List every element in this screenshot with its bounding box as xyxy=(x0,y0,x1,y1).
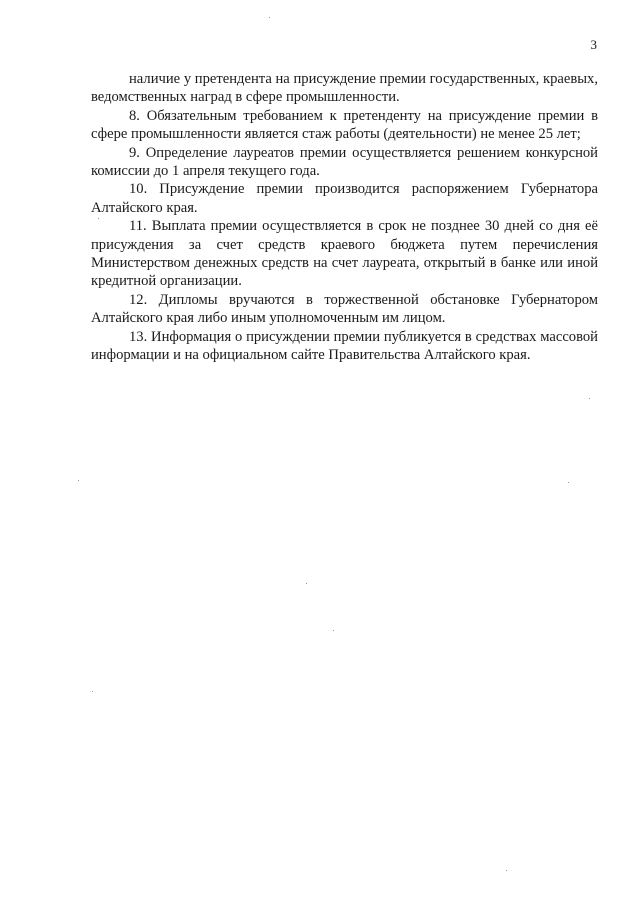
page-number: 3 xyxy=(590,37,597,52)
scan-speck xyxy=(568,482,569,483)
scan-speck xyxy=(98,218,99,219)
scan-speck xyxy=(78,480,79,481)
scan-speck xyxy=(333,630,334,631)
document-body xyxy=(91,70,598,365)
scan-speck xyxy=(506,870,507,871)
scan-speck xyxy=(92,691,93,692)
paragraph-10-award-order: 10. Присуждение премии производится распоряжением Губернатора Алтайского края. xyxy=(91,181,598,216)
paragraph-9-laureate-selection: 9. Определение лауреатов премии осуществляется решением конкурсной комиссии до 1 апреля текущего года. xyxy=(91,144,598,180)
scan-speck xyxy=(306,583,307,584)
paragraph-13-publication: 13. Информация о присуждении премии публикуется в средствах массовой информации и на официальном сайте Правительства Алтайского края. xyxy=(91,328,598,364)
paragraph-8-experience-requirement: 8. Обязательным требованием к претенденту на присуждение премии в сфере промышленности является стаж работы (деятельности) не менее 25 лет; xyxy=(91,107,598,143)
paragraph-12-diplomas: 12. Дипломы вручаются в торжественной обстановке Губернатором Алтайского края либо иным уполномоченным им лицом. xyxy=(91,291,598,327)
scan-speck xyxy=(269,17,270,18)
paragraph-awards-continuation: наличие у претендента на присуждение премии государственных, краевых, ведомственных наград в сфере промышленности. xyxy=(91,71,598,106)
scan-speck xyxy=(589,398,590,399)
paragraph-11-payment: 11. Выплата премии осуществляется в срок не позднее 30 дней со дня её присуждения за счет средств краевого бюджета путем перечисления Министерством денежных средств на счет лауреата, открытый в банке или иной кредитной организации. xyxy=(91,218,598,290)
